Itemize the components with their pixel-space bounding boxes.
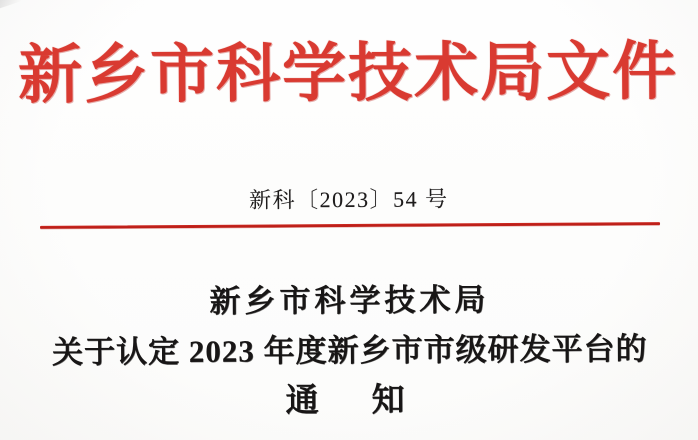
issuing-authority: 新乡市科学技术局 (209, 282, 490, 319)
document-title-block (0, 278, 698, 425)
scan-artifact (0, 0, 21, 11)
document-type-notice: 通 知 (285, 382, 415, 420)
document-subject: 关于认定 2023 年度新乡市市级研发平台的 (51, 331, 648, 370)
document-number: 新科〔2023〕54 号 (249, 186, 449, 213)
red-divider-line (40, 222, 660, 229)
document-masthead: 新乡市科学技术局文件 (17, 35, 679, 112)
